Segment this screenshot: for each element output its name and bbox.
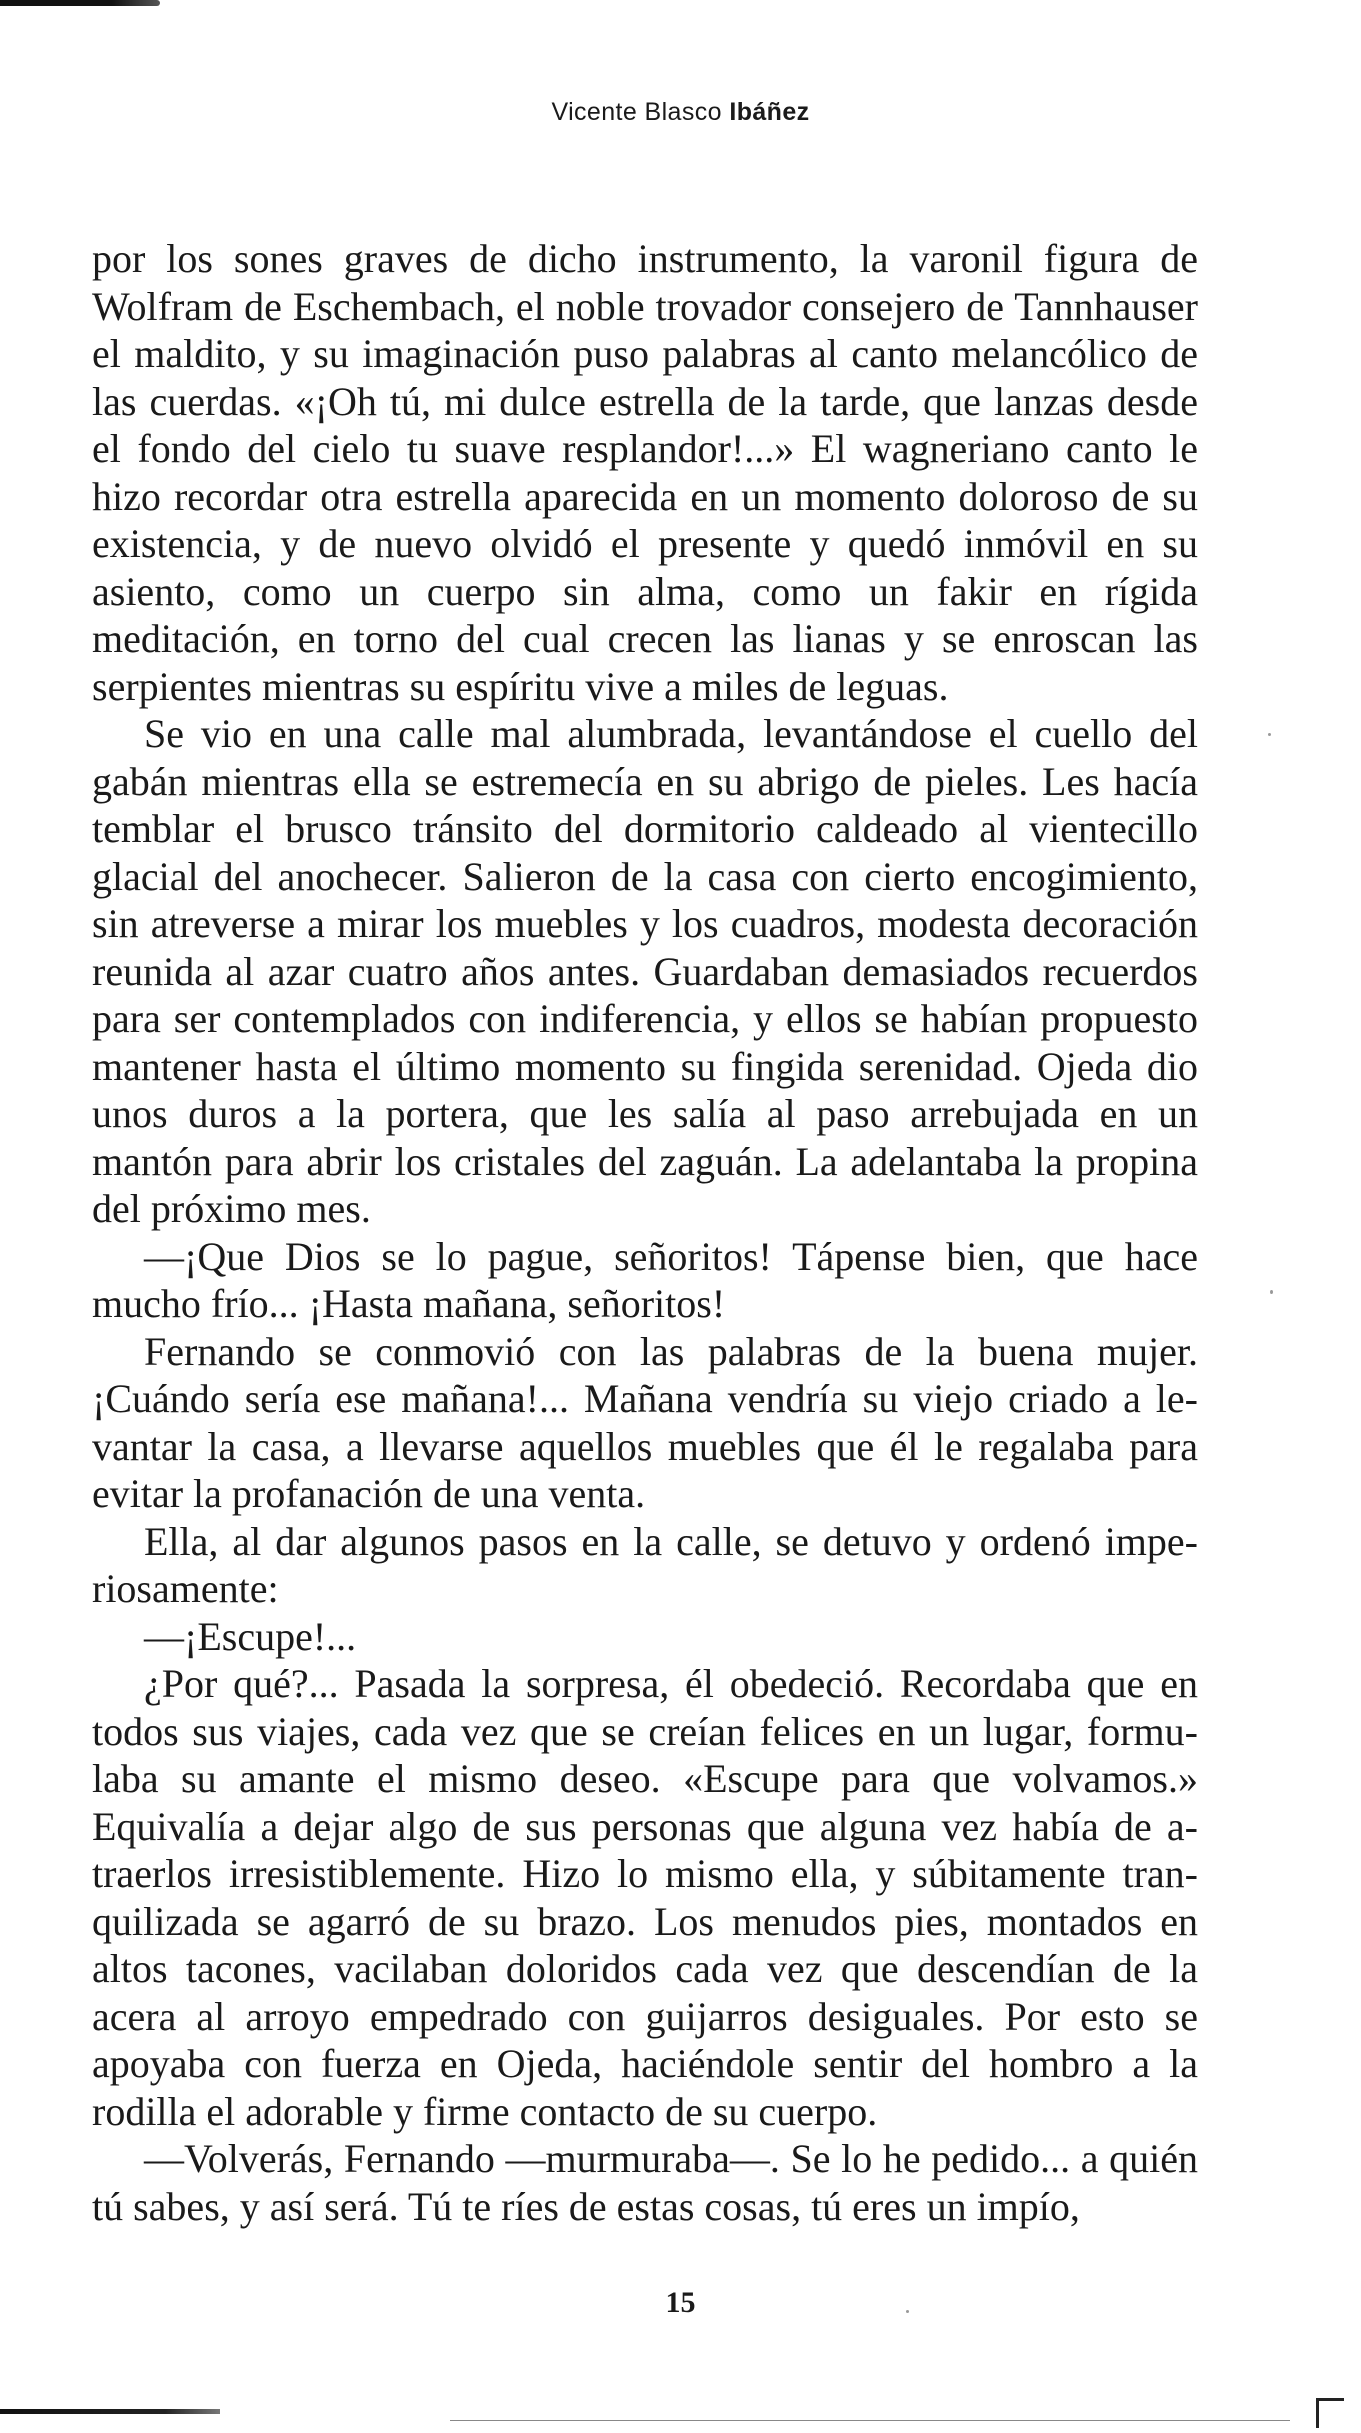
paragraph-3: —¡Que Dios se lo pague, señoritos! Tápense bien, que hace mucho frío... ¡Hasta mañana, señoritos!: [92, 1233, 1198, 1326]
paragraph-1: por los sones graves de dicho instrumento, la varonil figura de Wolfram de Eschembach, el noble trovador consejero de Tannhauser el maldito, y su imaginación puso palabras al canto melancólico de las cuerdas. «¡Oh tú, mi dulce estrella de la tarde, que lanzas desde el fondo del cielo tu suave resplandor!...» El wagneriano canto le hizo recordar otra estrella aparecida en un momento doloroso de su existencia, y de nuevo olvidó el presente y quedó inmóvil en su asiento, como un cuerpo sin alma, como un fakir en rígida meditación, en torno del cual crecen las lianas y se enroscan las serpientes mientras su espíritu vive a miles de leguas.: [92, 236, 1198, 709]
paragraph-7: ¿Por qué?... Pasada la sorpresa, él obedeció. Recordaba que en todos sus viajes, cada vez que se creían felices en un lugar, formulaba su amante el mismo deseo. «Escupe para que volvamos.» Equivalía a dejar algo de sus personas que alguna vez había de atraerlos irresistiblemente. Hizo lo mismo ella, y súbitamente tranquilizada se agarró de su brazo. Los menudos pies, montados en altos tacones, vacilaban doloridos cada vez que descendían de la acera al arroyo empedrado con guijarros desiguales. Por esto se apoyaba con fuerza en Ojeda, haciéndole sentir del hombro a la rodilla el adorable y firme contacto de su cuerpo.: [92, 1661, 1198, 2134]
paragraph-6: —¡Escupe!...: [144, 1613, 357, 1659]
scan-edge-mark-bottom: [0, 2409, 220, 2414]
scan-speck: [1270, 1290, 1273, 1294]
scan-speck: [1268, 733, 1271, 736]
scan-edge-line-bottom: [450, 2420, 1290, 2421]
crop-corner-mark: [1316, 2398, 1344, 2428]
paragraph-2: Se vio en una calle mal alumbrada, levantándose el cuello del gabán mientras ella se estremecía en su abrigo de pieles. Les hacía temblar el brusco tránsito del dormitorio caldeado al vientecillo glacial del anochecer. Salieron de la casa con cierto encogimiento, sin atreverse a mirar los muebles y los cuadros, modesta decoración reunida al azar cuatro años antes. Guardaban demasiados recuerdos para ser contemplados con indiferencia, y ellos se habían propuesto mantener hasta el último momento su fingida serenidad. Ojeda dio unos duros a la portera, que les salía al paso arrebujada en un mantón para abrir los cristales del zaguán. La adelantaba la propina del próximo mes.: [92, 711, 1198, 1231]
paragraph-5: Ella, al dar algunos pasos en la calle, se detuvo y ordenó imperiosamente:: [92, 1518, 1198, 1611]
header-author-last: Ibáñez: [729, 98, 810, 126]
header-author-first: Vicente Blasco: [551, 98, 722, 126]
scan-speck: [906, 2310, 909, 2313]
page-number: 15: [665, 2286, 696, 2319]
scan-edge-mark-top: [0, 0, 160, 6]
body-text: [92, 235, 1198, 2230]
paragraph-4: Fernando se conmovió con las palabras de la buena mujer. ¡Cuándo sería ese mañana!... Mañana vendría su viejo criado a levantar la casa, a llevarse aquellos muebles que él le regalaba para evitar la profanación de una venta.: [92, 1328, 1198, 1516]
running-header: [0, 98, 1361, 127]
paragraph-8: —Volverás, Fernando —murmuraba—. Se lo he pedido... a quién tú sabes, y así será. Tú te ríes de estas cosas, tú eres un impío,: [92, 2136, 1198, 2229]
